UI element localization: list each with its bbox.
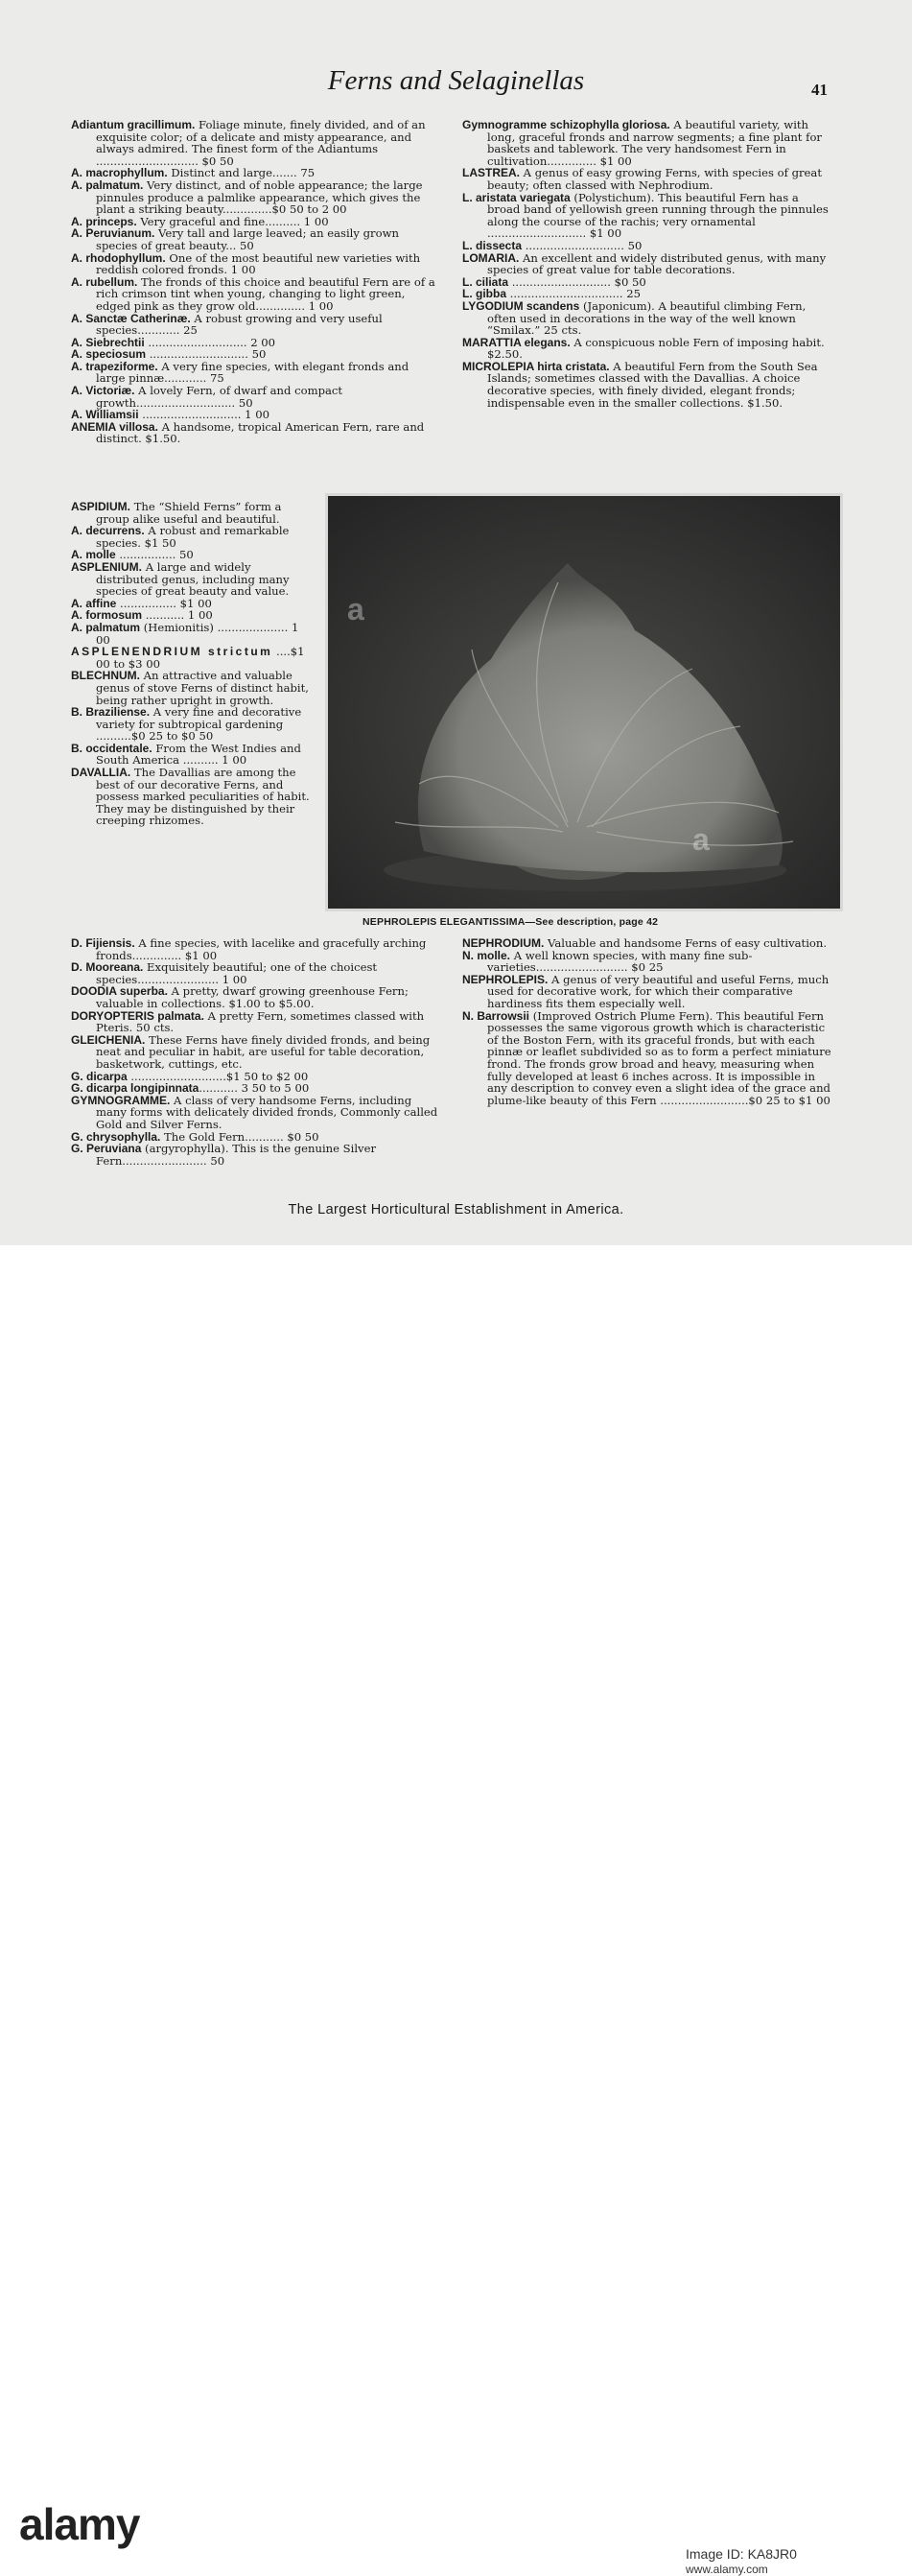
entry-name: L. gibba [462, 287, 506, 301]
entry-name: MICROLEPIA hirta cristata. [462, 359, 610, 373]
entry-description: A beautiful variety, with long, graceful fronds and narrow segments; a fine plant for baskets and tablework. The very handsomest Fern in cultivation.............. $1 00 [487, 118, 822, 168]
catalog-entry [462, 252, 834, 276]
catalog-entry [71, 276, 441, 313]
entry-description: A handsome, tropical American Fern, rare and distinct. $1.50. [96, 419, 425, 446]
entry-name: A. princeps. [71, 214, 137, 228]
watermark-tile: a [692, 822, 709, 857]
catalog-entry [71, 1010, 441, 1034]
entry-description: Valuable and handsome Ferns of easy cultivation. [544, 936, 828, 950]
entry-description: ............................ 50 [522, 238, 643, 252]
entry-name: Adiantum gracillimum. [71, 118, 196, 131]
entry-name: A. molle [71, 548, 116, 562]
entry-name: N. molle. [462, 948, 511, 962]
entry-description: An attractive and valuable genus of stove Ferns of distinct habit, being rather upright in growth. [96, 669, 309, 707]
entry-description: A conspicuous noble Fern of imposing habit. $2.50. [487, 335, 825, 362]
entry-name: A. palmatum [71, 620, 141, 634]
entry-description: A lovely Fern, of dwarf and compact growth............................ 50 [96, 384, 343, 410]
catalog-entry [462, 300, 834, 337]
entry-description: Very graceful and fine.......... 1 00 [136, 214, 329, 228]
catalog-entry [71, 1095, 441, 1131]
page-title: Ferns and Selaginellas [327, 65, 585, 96]
entry-description: A beautiful Fern from the South Sea Islands; sometimes classed with the Davallias. A choice decorative species, with finely divided, elegant fronds; indispensable even in the smaller collections. $1.50. [487, 359, 818, 410]
entry-description: From the West Indies and South America .......... 1 00 [96, 741, 301, 768]
entry-description: A very fine species, with elegant fronds and large pinnæ............ 75 [96, 359, 409, 386]
entry-name: G. Peruviana [71, 1142, 142, 1156]
entry-name: LYGODIUM scandens [462, 298, 580, 313]
entry-name: MARATTIA elegans. [462, 335, 571, 349]
entry-name: ASPIDIUM. [71, 500, 131, 513]
entry-description: ................................ 25 [506, 287, 642, 301]
catalog-entry [71, 421, 441, 445]
catalog-entry [462, 119, 834, 167]
catalog-entry [71, 767, 311, 827]
right-column-bottom [462, 937, 834, 1106]
entry-name: N. Barrowsii [462, 1008, 530, 1023]
catalog-entry [71, 119, 441, 167]
left-column-narrow [71, 501, 311, 827]
entry-name: Gymnogramme schizophylla gloriosa. [462, 118, 670, 131]
entry-description: ...........................$1 50 to $2 00 [127, 1069, 309, 1083]
entry-description: (Improved Ostrich Plume Fern). This beautiful Fern possesses the same vigorous growth which is characteristic of the Boston Fern, with its graceful fronds, but with each pinnæ or leaflet subdivided so as to form a perfect miniature frond. The fronds grow broad and heavy, measuring when fully developed at least 6 inches across. It is impossible in any description to convey even a slight idea of the grace and plume-like beauty of this Fern .........................$0 25 to $1 00 [487, 1008, 831, 1107]
entry-description: A genus of very beautiful and useful Ferns, much used for decorative work, for which their comparative hardiness fits them especially well. [487, 972, 830, 1010]
fern-photo [325, 493, 843, 911]
entry-description: These Ferns have finely divided fronds, and being neat and peculiar in habit, are useful for table decoration, basketwork, cuttings, etc. [96, 1032, 431, 1071]
entry-description: A genus of easy growing Ferns, with species of great beauty; often classed with Nephrodium. [487, 166, 822, 192]
stock-watermark-bar [0, 1245, 912, 2576]
entry-description: ................ $1 00 [116, 596, 212, 610]
catalog-entry [71, 743, 311, 767]
entry-name: GYMNOGRAMME. [71, 1093, 171, 1107]
right-column-top [462, 119, 834, 409]
entry-name: A. speciosum [71, 347, 147, 362]
catalog-entry [462, 361, 834, 409]
catalog-entry [71, 227, 441, 251]
entry-description: (Hemionitis) .................... 1 00 [96, 620, 299, 647]
catalog-entry [71, 985, 441, 1009]
entry-name: B. occidentale. [71, 741, 152, 755]
catalog-entry [71, 313, 441, 337]
entry-description: A fine species, with lacelike and gracefully arching fronds.............. $1 00 [96, 936, 427, 962]
catalog-entry [71, 961, 441, 985]
entry-description: ................ 50 [115, 548, 194, 562]
page-footer: The Largest Horticultural Establishment in America. [288, 1202, 624, 1217]
image-id: Image ID: KA8JR0 [686, 2546, 797, 2562]
catalog-entry [71, 670, 311, 706]
fern-illustration [328, 496, 840, 909]
entry-description: The Gold Fern........... $0 50 [160, 1129, 319, 1144]
entry-description: (argyrophylla). This is the genuine Silver Fern........................ 50 [96, 1142, 376, 1168]
entry-description: Very distinct, and of noble appearance; the large pinnules produce a palmlike appearance, which gives the plant a striking beauty..............$0 50 to 2 00 [96, 177, 423, 217]
entry-name: A. Sanctæ Catherinæ. [71, 311, 191, 325]
entry-description: Foliage minute, finely divided, and of an exquisite color; of a delicate and misty appearance, and always admired. The finest form of the Adiantums ............................. $0 50 [96, 118, 426, 168]
entry-description: ....$1 00 to $3 00 [96, 645, 305, 671]
entry-description: Distinct and large....... 75 [167, 166, 316, 180]
entry-description: A large and widely distributed genus, including many species of great beauty and value. [96, 559, 290, 599]
entry-name: A. macrophyllum. [71, 166, 168, 180]
entry-name: A. formosum [71, 608, 143, 623]
entry-name: ASPLENIUM. [71, 559, 143, 574]
entry-description: The “Shield Ferns” form a group alike useful and beautiful. [96, 500, 282, 526]
catalog-entry [71, 622, 311, 646]
entry-name: A. decurrens. [71, 524, 145, 538]
catalog-entry [462, 192, 834, 240]
entry-name: A. trapeziforme. [71, 359, 158, 373]
entry-description: ........... 3 50 to 5 00 [199, 1081, 310, 1096]
photo-caption: NEPHROLEPIS ELEGANTISSIMA—See description, page 42 [362, 916, 659, 928]
watermark-tile: a [347, 592, 363, 626]
catalog-entry [71, 561, 311, 598]
entry-name: G. chrysophylla. [71, 1129, 161, 1144]
entry-description: A very fine and decorative variety for subtropical gardening ..........$0 25 to $0 50 [96, 705, 302, 744]
entry-description: A pretty, dwarf growing greenhouse Fern; valuable in collections. $1.00 to $5.00. [96, 984, 409, 1010]
entry-description: One of the most beautiful new varieties with reddish colored fronds. 1 00 [96, 250, 421, 277]
left-column-top [71, 119, 441, 445]
entry-name: A. affine [71, 596, 117, 610]
catalog-entry [71, 706, 311, 743]
entry-name: LOMARIA. [462, 250, 520, 265]
entry-description: A robust and remarkable species. $1 50 [96, 524, 290, 550]
entry-name: ASPLENENDRIUM strictum [71, 645, 273, 659]
entry-description: ............................ 1 00 [138, 408, 269, 422]
entry-name: L. ciliata [462, 274, 509, 289]
entry-description: A pretty Fern, sometimes classed with Pteris. 50 cts. [96, 1008, 425, 1035]
entry-description: Exquisitely beautiful; one of the choicest species....................... 1 00 [96, 960, 378, 986]
entry-description: The Davallias are among the best of our decorative Ferns, and possess marked peculiarities of habit. They may be distinguished by their creeping rhizomes. [96, 766, 310, 828]
entry-description: A class of very handsome Ferns, including many forms with delicately divided fronds, Commonly called Gold and Silver Ferns. [96, 1093, 438, 1131]
entry-description: The fronds of this choice and beautiful Fern are of a rich crimson tint when young, changing to light green, edged pink as they grow old.............. 1 00 [96, 274, 435, 313]
entry-description: A well known species, with many fine sub-varieties.......................... $0 25 [487, 948, 753, 975]
entry-name: BLECHNUM. [71, 669, 140, 683]
catalog-entry [71, 1143, 441, 1167]
entry-name: D. Mooreana. [71, 960, 144, 975]
entry-description: Very tall and large leaved; an easily grown species of great beauty... 50 [96, 226, 399, 252]
entry-description: (Polystichum). This beautiful Fern has a broad band of yellowish green running through the pinnules along the course of the rachis; very ornamental ............................ $1 00 [487, 190, 829, 241]
catalog-entry [462, 950, 834, 974]
entry-name: G. dicarpa [71, 1069, 128, 1083]
left-column-bottom [71, 937, 441, 1167]
entry-name: DAVALLIA. [71, 766, 131, 780]
entry-name: A. rhodophyllum. [71, 250, 166, 265]
watermark-url: www.alamy.com [686, 2563, 768, 2576]
entry-description: ............................ $0 50 [508, 274, 646, 289]
entry-name: L. dissecta [462, 238, 523, 252]
catalog-entry [462, 1010, 834, 1107]
entry-name: D. Fijiensis. [71, 936, 135, 950]
entry-name: NEPHRODIUM. [462, 936, 545, 950]
entry-name: A. rubellum. [71, 274, 138, 289]
catalog-entry [71, 361, 441, 385]
catalog-entry [462, 337, 834, 361]
catalog-page [0, 0, 912, 1245]
entry-name: LASTREA. [462, 166, 520, 180]
catalog-entry [71, 252, 441, 276]
entry-name: A. Peruvianum. [71, 226, 155, 241]
alamy-logo: alamy [19, 2499, 140, 2549]
entry-description: A robust growing and very useful species............ 25 [96, 311, 383, 338]
entry-name: NEPHROLEPIS. [462, 972, 549, 986]
catalog-entry [462, 167, 834, 191]
entry-name: GLEICHENIA. [71, 1032, 146, 1047]
page-number: 41 [811, 81, 828, 99]
catalog-entry [71, 501, 311, 525]
entry-description: ........... 1 00 [142, 608, 213, 623]
catalog-entry [71, 646, 311, 670]
entry-name: A. Victoriæ. [71, 384, 135, 398]
catalog-entry [71, 1034, 441, 1071]
entry-description: ............................ 2 00 [144, 335, 276, 349]
entry-name: A. Siebrechtii [71, 335, 145, 349]
entry-description: (Japonicum). A beautiful climbing Fern, often used in decorations in the way of the well known “Smilax.” 25 cts. [487, 298, 807, 338]
entry-name: DORYOPTERIS palmata. [71, 1008, 204, 1023]
entry-description: An excellent and widely distributed genus, with many species of great value for table decorations. [487, 250, 827, 277]
entry-name: A. palmatum. [71, 177, 144, 192]
entry-name: L. aristata variegata [462, 190, 571, 204]
catalog-entry [71, 937, 441, 961]
entry-name: A. Williamsii [71, 408, 139, 422]
catalog-entry [71, 179, 441, 216]
catalog-entry [71, 525, 311, 549]
entry-name: DOODIA superba. [71, 984, 168, 999]
entry-description: ............................ 50 [146, 347, 267, 362]
entry-name: B. Braziliense. [71, 705, 151, 720]
entry-name: ANEMIA villosa. [71, 419, 158, 434]
catalog-entry [71, 385, 441, 409]
entry-name: G. dicarpa longipinnata [71, 1081, 199, 1096]
catalog-entry [462, 974, 834, 1010]
